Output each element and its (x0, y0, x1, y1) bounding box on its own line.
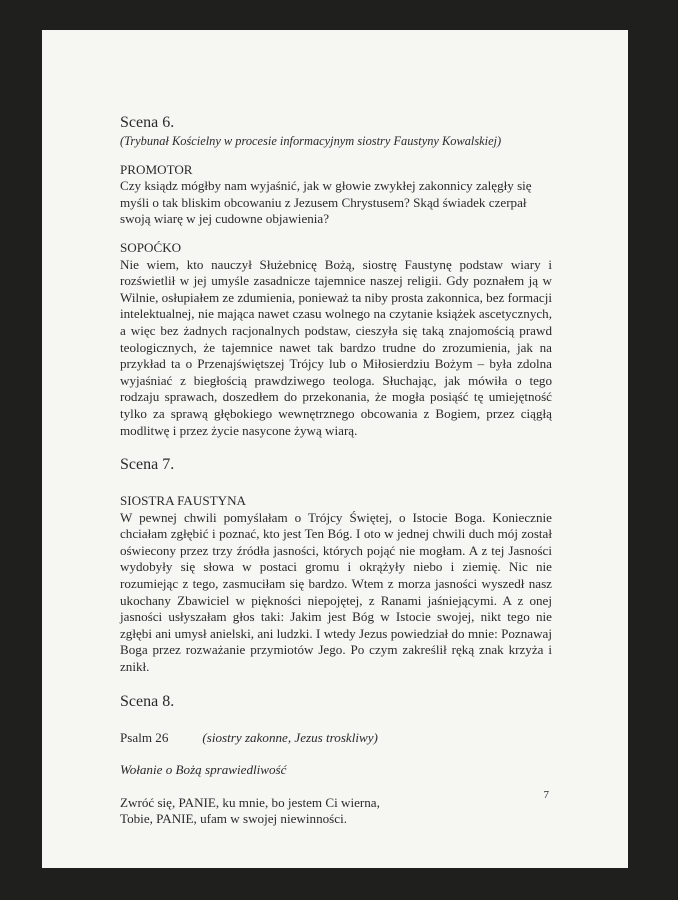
page-number: 7 (543, 789, 549, 801)
speaker-promotor: PROMOTOR (120, 161, 193, 177)
scene-6-subtitle: (Trybunał Kościelny w procesie informacyjnym siostry Faustyny Kowalskiej) (120, 134, 502, 148)
scene-6-title: Scena 6. (120, 114, 175, 131)
scene-7-title: Scena 7. (120, 456, 175, 474)
sopocko-speech: Nie wiem, kto nauczył Służebnicę Bożą, siostrę Faustynę podstaw wiary i rozświetlił w jej umyśle zasadnicze tajemnice naszej religii. Gdy poznałem ją w Wilnie, osłupiałem ze zdumienia, ponieważ ta niby prosta zakonnica, bez formacji intelektualnej, nie mająca nawet czasu wolnego na czytanie książek ascetycznych, a więc bez żadnych racjonalnych podstaw, cieszyła się taką znajomością prawd teologicznych, że tajemnice nawet tak bardzo trudne do zrozumienia, jak na przykład ta o Przenajświętszej Trójcy lub o Miłosierdziu Bożym – była zdolna wyjaśniać z biegłością prawdziwego teologa. Słuchając, jak mówiła o tego rodzaju sprawach, doszedłem do przekonania, że mogła posiąść tę umiejętność tylko za sprawą głębokiego wewnętrznego obcowania z Bogiem, przez ciągłą modlitwę i przez życie nasycone żywą wiarą. (120, 256, 552, 438)
psalm-verse-2: Tobie, PANIE, ufam w swojej niewinności. (120, 811, 347, 827)
page-content (120, 113, 552, 828)
speaker-sopocko: SOPOĆKO (120, 239, 182, 255)
faustyna-speech: W pewnej chwili pomyślałam o Trójcy Świętej, o Istocie Boga. Koniecznie chciałam zgłębić i poznać, kto jest Ten Bóg. I oto w jednej chwili duch mój został oświecony przez trzy źródła jasności, których pojąć nie mogłam. A z tej Jasności wydobyły się słowa w postaci gromu i okrążyły niebo i ziemię. Nic nie rozumiejąc z tego, zasmuciłam się bardzo. Wtem z morza jasności wyszedł nasz ukochany Zbawiciel w piękności niepojętej, z Ranami jaśniejącymi. A z onej jasności usłyszałam głos taki: Jakim jest Bóg w Istocie swojej, nikt tego nie zgłębi ani umysł anielski, ani ludzki. I wtedy Jezus powiedział do mnie: Poznawaj Boga przez rozważanie przymiotów Jego. Po czym zakreślił ręką znak krzyża i znikł. (120, 509, 552, 675)
scene-8-title: Scena 8. (120, 692, 175, 710)
psalm-direction: (siostry zakonne, Jezus troskliwy) (202, 729, 378, 745)
document-page (42, 30, 628, 868)
speaker-faustyna: SIOSTRA FAUSTYNA (120, 493, 246, 509)
promotor-speech: Czy ksiądz mógłby nam wyjaśnić, jak w głowie zwykłej zakonnicy zalęgły się myśli o tak bliskim obcowaniu z Jezusem Chrystusem? Skąd świadek czerpał swoją wiarę w jej cudowne objawienia? (120, 178, 532, 227)
psalm-label: Psalm 26 (120, 729, 169, 745)
psalm-verse-1: Zwróć się, PANIE, ku mnie, bo jestem Ci wierna, (120, 794, 380, 810)
psalm-heading: Wołanie o Bożą sprawiedliwość (120, 762, 287, 778)
psalm-line (120, 730, 552, 747)
